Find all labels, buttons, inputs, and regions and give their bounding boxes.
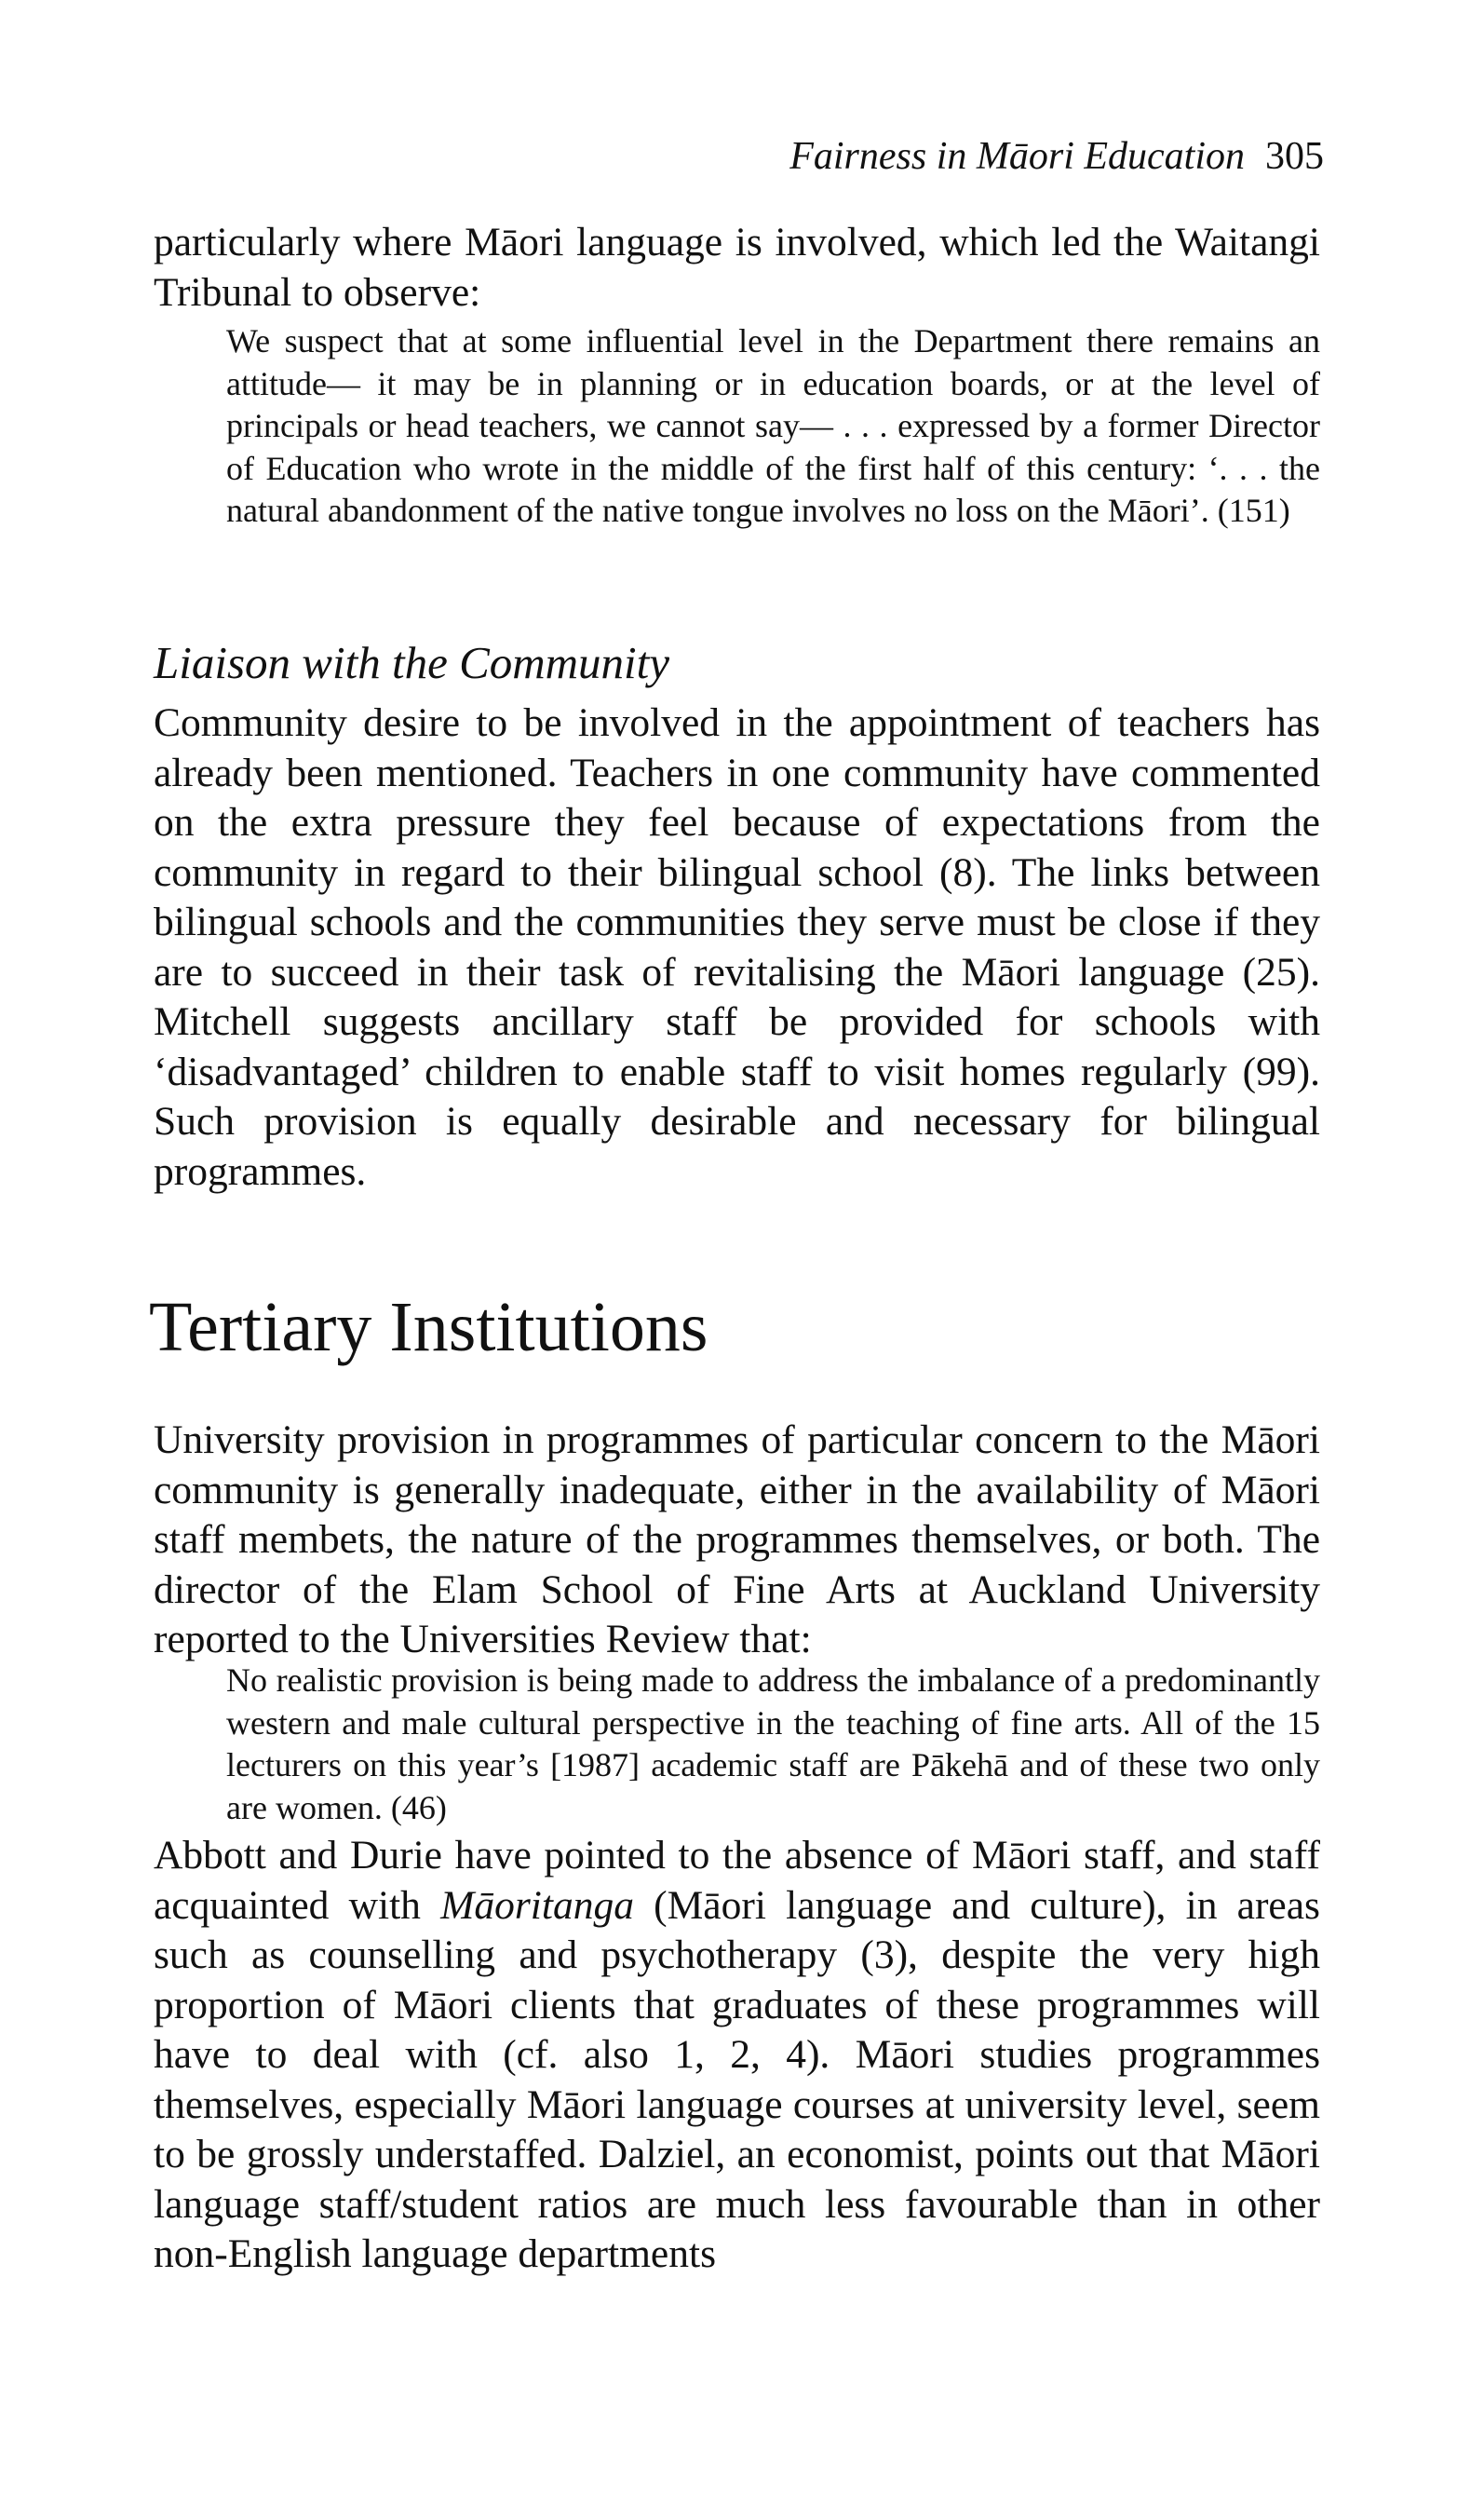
opening-paragraph: particularly where Māori language is involved, which led the Waitangi Tribunal to observe: bbox=[154, 220, 1320, 315]
abbott-text-part1: Abbott and Durie have pointed to the absence of Māori staff, and staff acquainted with bbox=[154, 1833, 1320, 1928]
liaison-paragraph: Community desire to be involved in the appointment of teachers has already been mentioned. Teachers in one community have commented on the extra pressure they feel because of expectations from the community in regard to their bilingual school (8). The links between bilingual schools and the communities they serve must be close if they are to succeed in their task of revitalising the Māori language (25). Mitchell suggests ancillary staff be provided for schools with ‘disadvantaged’ children to enable staff to visit homes regularly (99). Such provision is equally desirable and necessary for bilingual programmes. bbox=[154, 700, 1320, 1194]
running-title: Fairness in Māori Education bbox=[789, 135, 1245, 178]
page-number: 305 bbox=[1265, 135, 1324, 178]
running-header bbox=[789, 130, 1324, 183]
section-title: Tertiary Institutions bbox=[149, 1288, 708, 1366]
abbott-paragraph bbox=[154, 1831, 1320, 2280]
maoritanga-term: Māoritanga bbox=[440, 1882, 634, 1928]
abbott-text-part2: (Māori language and culture), in areas such as counselling and psychotherapy (3), despite the very high proportion of Māori clients that graduates of these programmes will have to deal with (cf. also 1, 2, 4). Māori studies programmes themselves, especially Māori language courses at university level, seem to be grossly understaffed. Dalziel, an economist, points out that Māori language staff/student ratios are much less favourable than in other non-English language departments bbox=[154, 1882, 1320, 2276]
liaison-heading: Liaison with the Community bbox=[154, 637, 670, 688]
tertiary-intro-paragraph: University provision in programmes of particular concern to the Māori community is generally inadequate, either in the availability of Māori staff membets, the nature of the programmes themselves, or both. The director of the Elam School of Fine Arts at Auckland University reported to the Universities Review that: bbox=[154, 1417, 1320, 1661]
elam-quote: No realistic provision is being made to address the imbalance of a predominantly western and male cultural perspective in the teaching of fine arts. All of the 15 lecturers on this year’s [1987] academic staff are Pākehā and of these two only are women. (46) bbox=[226, 1661, 1320, 1826]
tribunal-quote: We suspect that at some influential level in the Department there remains an attitude— it may be in planning or in education boards, or at the level of principals or head teachers, we cannot say— . . . expressed by a former Director of Education who wrote in the middle of the first half of this century: ‘. . . the natural abandonment of the native tongue involves no loss on the Māori’. (151) bbox=[226, 322, 1320, 530]
